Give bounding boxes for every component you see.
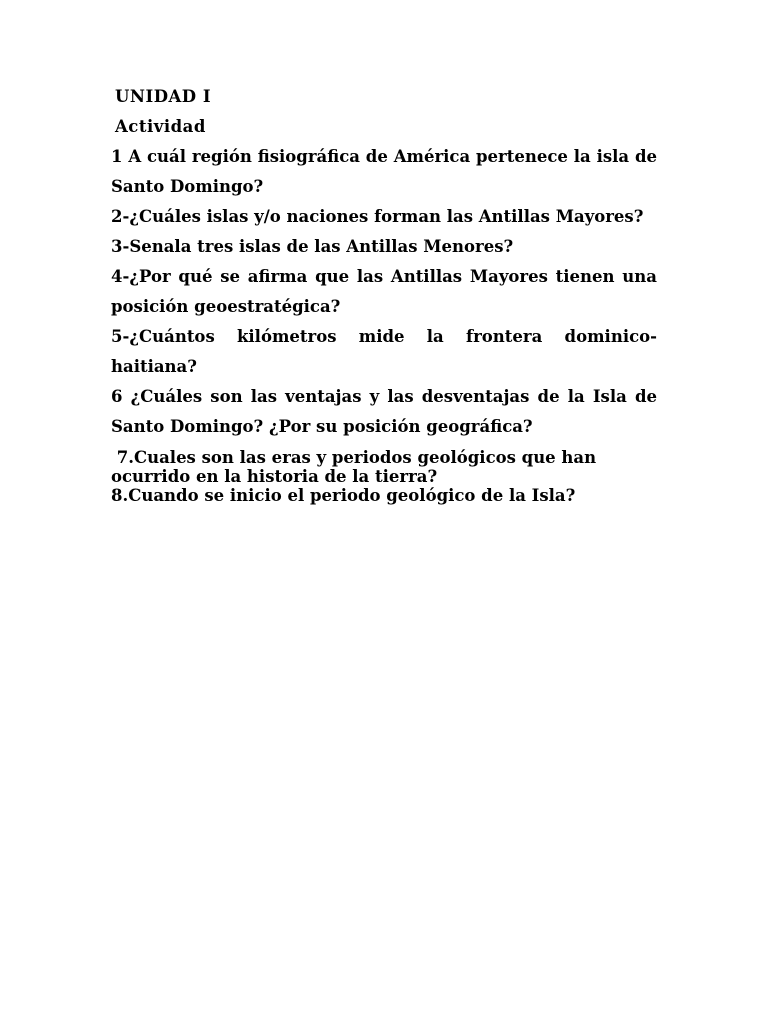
unit-title: UNIDAD I — [115, 87, 212, 106]
question-7: 7.Cuales son las eras y periodos geológicos que han ocurrido en la historia de la tierra? — [111, 448, 602, 486]
question-2: 2-¿Cuáles islas y/o naciones forman las Antillas Mayores? — [111, 207, 644, 226]
question-8: 8.Cuando se inicio el periodo geológico de la Isla? — [111, 486, 576, 505]
activity-label: Actividad — [115, 117, 206, 136]
question-3: 3-Senala tres islas de las Antillas Menores? — [111, 237, 514, 256]
question-5: 5-¿Cuántos kilómetros mide la frontera dominico-haitiana? — [111, 327, 657, 376]
question-6: 6 ¿Cuáles son las ventajas y las desventajas de la Isla de Santo Domingo? ¿Por su posición geográfica? — [111, 387, 657, 436]
document-content — [111, 82, 657, 505]
question-1: 1 A cuál región fisiográfica de América pertenece la isla de Santo Domingo? — [111, 147, 657, 196]
question-4: 4-¿Por qué se afirma que las Antillas Mayores tienen una posición geoestratégica? — [111, 267, 657, 316]
